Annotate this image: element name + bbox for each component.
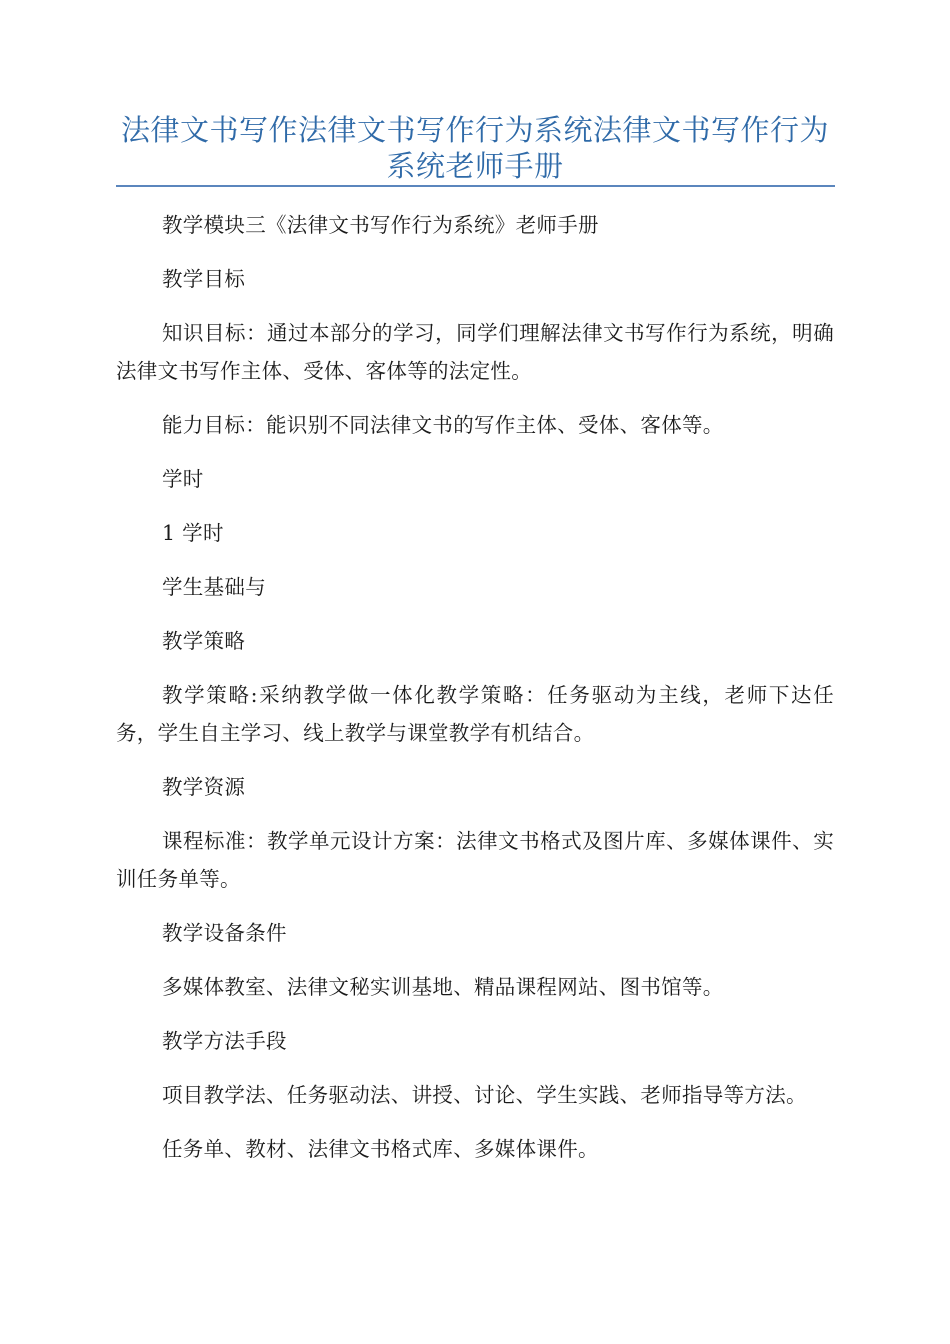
paragraph-resources: 课程标准：教学单元设计方案：法律文书格式及图片库、多媒体课件、实训任务单等。 bbox=[116, 829, 834, 891]
paragraph-knowledge-objective: 知识目标：通过本部分的学习，同学们理解法律文书写作行为系统，明确法律文书写作主体、受体、客体等的法定性。 bbox=[116, 321, 834, 383]
paragraph-heading-objectives: 教学目标 bbox=[162, 267, 246, 291]
title-block bbox=[116, 112, 834, 184]
paragraph-materials: 任务单、教材、法律文书格式库、多媒体课件。 bbox=[162, 1137, 599, 1161]
paragraph-equipment: 多媒体教室、法律文秘实训基地、精品课程网站、图书馆等。 bbox=[162, 975, 724, 999]
paragraph-strategy: 教学策略:采纳教学做一体化教学策略：任务驱动为主线，老师下达任务，学生自主学习、线上教学与课堂教学有机结合。 bbox=[116, 683, 834, 745]
paragraph-heading-methods: 教学方法手段 bbox=[162, 1029, 287, 1053]
document-body bbox=[116, 206, 834, 1168]
paragraph-heading-student-basis: 学生基础与 bbox=[162, 575, 266, 599]
paragraph-ability-objective: 能力目标：能识别不同法律文书的写作主体、受体、客体等。 bbox=[162, 413, 724, 437]
title-line-1: 法律文书写作法律文书写作行为系统法律文书写作行为 bbox=[120, 113, 829, 147]
title-line-2: 系统老师手册 bbox=[386, 149, 564, 183]
title-underline bbox=[116, 185, 835, 187]
paragraph-heading-resources: 教学资源 bbox=[162, 775, 246, 799]
paragraph-heading-hours: 学时 bbox=[162, 467, 204, 491]
paragraph-heading-equipment: 教学设备条件 bbox=[162, 921, 287, 945]
paragraph-heading-strategy: 教学策略 bbox=[162, 629, 246, 653]
paragraph-hours: 1 学时 bbox=[162, 521, 224, 545]
document-title bbox=[116, 112, 834, 184]
paragraph-module-title: 教学模块三《法律文书写作行为系统》老师手册 bbox=[162, 213, 599, 237]
paragraph-methods: 项目教学法、任务驱动法、讲授、讨论、学生实践、老师指导等方法。 bbox=[162, 1083, 807, 1107]
